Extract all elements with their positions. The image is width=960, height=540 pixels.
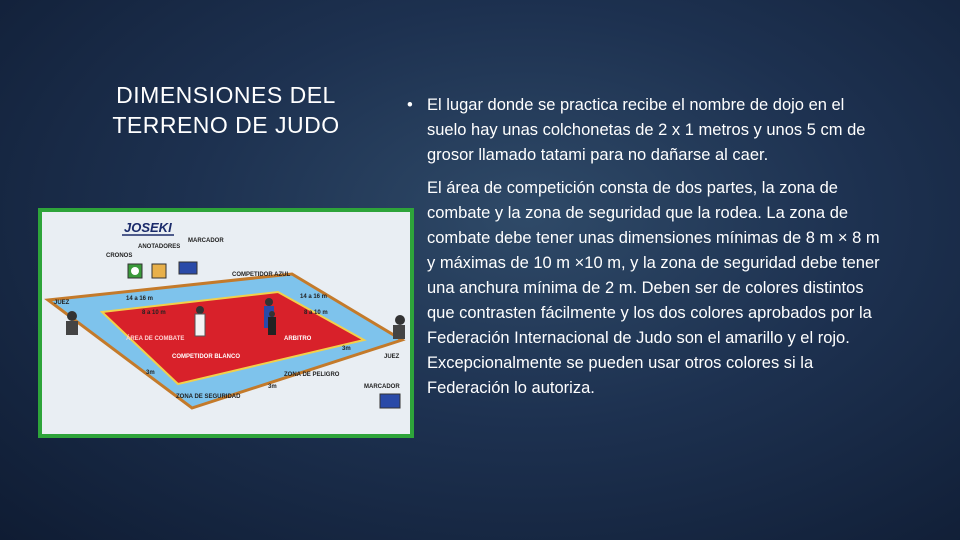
- title-line-1: DIMENSIONES DEL: [116, 82, 336, 108]
- scorer-icon: [152, 264, 166, 278]
- label-zona-peligro: ZONA DE PELIGRO: [284, 372, 340, 378]
- bullet-item: [405, 93, 885, 168]
- label-anotadores: ANOTADORES: [138, 244, 181, 250]
- label-3m-c: 3m: [268, 384, 277, 390]
- label-competidor-blanco: COMPETIDOR BLANCO: [172, 354, 240, 360]
- label-dim-right: 14 a 16 m: [300, 294, 328, 300]
- content-body: [405, 93, 885, 401]
- bullet-marker: •: [407, 96, 413, 114]
- judge-left-icon: [67, 311, 77, 321]
- judge-right-icon: [395, 315, 405, 325]
- label-zona-seguridad: ZONA DE SEGURIDAD: [176, 394, 241, 400]
- title-line-2: TERRENO DE JUDO: [112, 112, 340, 138]
- label-marcador-bottom: MARCADOR: [364, 384, 400, 390]
- label-3m-a: 3m: [342, 346, 351, 352]
- white-competitor-body: [195, 314, 205, 336]
- body-paragraph: El área de competición consta de dos partes, la zona de combate y la zona de seguridad que la rodea. La zona de combate debe tener unas dimensiones mínimas de 8 m × 8 m y máximas de 10 m ×10 m, y la zona de seguridad debe tener una anchura mínima de 2 m. Deben ser de colores distintos que contrasten fácilmente y los dos colores aprobados por la Federación Internacional de Judo son el amarillo y el rojo. Excepcionalmente se pueden usar otros colores si la Federación lo autoriza.: [427, 179, 880, 397]
- clock-face: [131, 267, 139, 275]
- label-competidor-azul: COMPETIDOR AZUL: [232, 272, 291, 278]
- referee-body: [268, 317, 276, 335]
- label-juez-left: JUEZ: [54, 300, 70, 306]
- scoreboard-top-icon: [179, 262, 197, 274]
- label-dim-inner-right: 8 a 10 m: [304, 310, 328, 316]
- blue-competitor-icon: [265, 298, 273, 306]
- judge-left-body: [66, 321, 78, 335]
- referee-icon: [269, 311, 275, 317]
- bullet-text: El lugar donde se practica recibe el nombre de dojo en el suelo hay unas colchonetas de 2 x 1 metros y unos 5 cm de grosor llamado tatami para no dañarse al caer.: [427, 96, 866, 164]
- judge-right-body: [393, 325, 405, 339]
- diagram-title: JOSEKI: [124, 220, 172, 235]
- white-competitor-icon: [196, 306, 204, 314]
- label-arbitro: ARBITRO: [284, 336, 312, 342]
- scoreboard-bottom-icon: [380, 394, 400, 408]
- label-dim-inner-left: 8 a 10 m: [142, 310, 166, 316]
- slide-title: [62, 80, 390, 140]
- label-cronos: CRONOS: [106, 253, 133, 259]
- tatami-diagram-svg: [42, 212, 410, 434]
- label-marcador-top: MARCADOR: [188, 238, 224, 244]
- label-juez-right: JUEZ: [384, 354, 400, 360]
- label-dim-left: 14 a 16 m: [126, 296, 154, 302]
- tatami-diagram: [38, 208, 414, 438]
- label-3m-b: 3m: [146, 370, 155, 376]
- label-area-combate: ÁREA DE COMBATE: [126, 336, 185, 342]
